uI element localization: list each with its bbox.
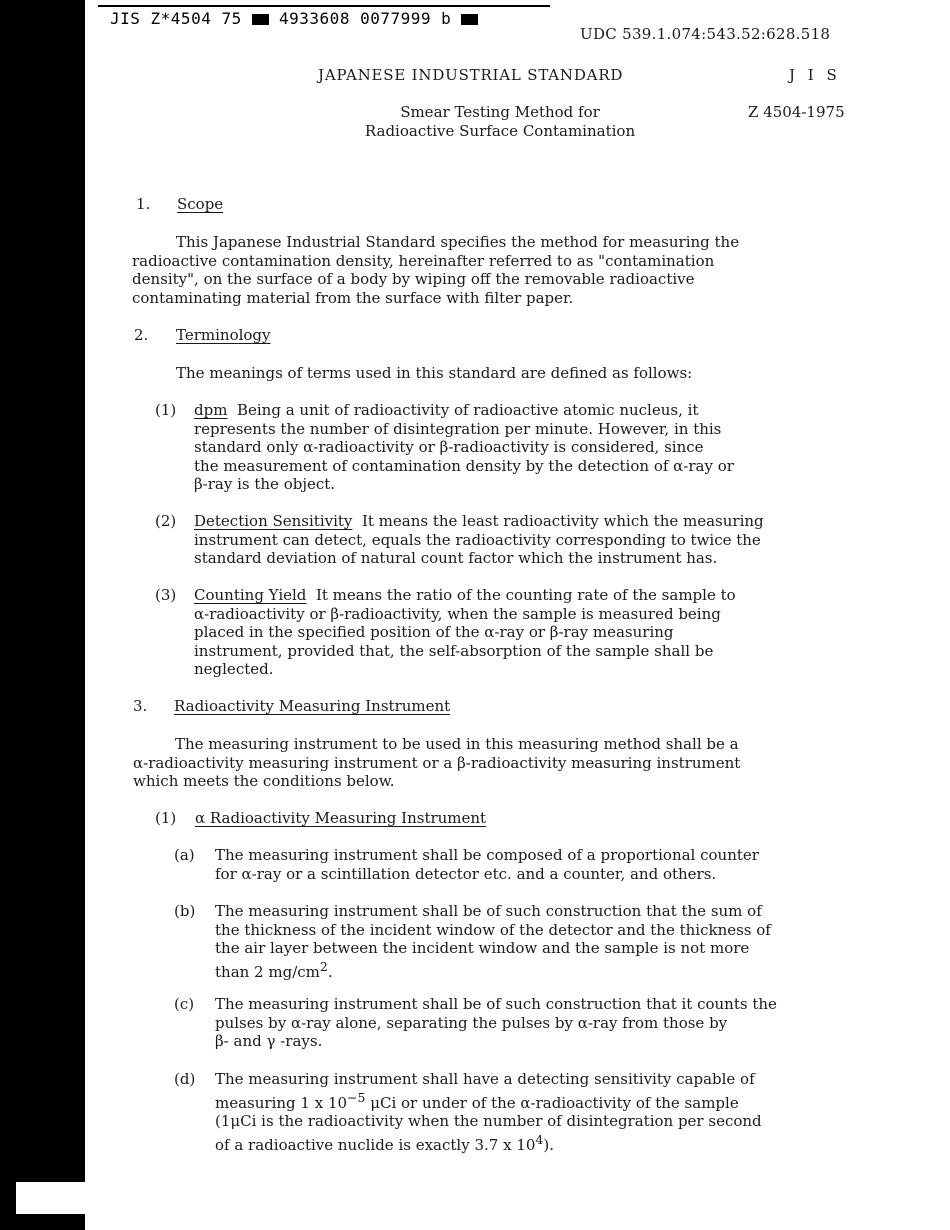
redaction-block (461, 14, 478, 25)
term-dpm: dpm Being a unit of radioactivity of radioactive atomic nucleus, it represents the number of disintegration per minute. However, in this standard only α-radioactivity or β-radioactivity is considered, since the measurement of contamination density by the detection of α-ray or β-ray is the object. (194, 401, 734, 494)
item-number: (3) (155, 586, 177, 604)
section-title-scope: Scope (177, 195, 224, 213)
section-title-instrument: Radioactivity Measuring Instrument (174, 697, 451, 715)
item-letter: (c) (174, 995, 195, 1013)
section-number: 3. (133, 697, 148, 715)
item-number: (1) (155, 809, 177, 827)
document-title: Smear Testing Method for Radioactive Surface Contamination (364, 103, 636, 140)
jis-mark: J I S (789, 66, 841, 84)
term-label: Counting Yield (194, 586, 307, 604)
section-title-terminology: Terminology (176, 326, 271, 344)
term-label: dpm (194, 401, 228, 419)
header-rule (98, 5, 550, 7)
term-label: Detection Sensitivity (194, 512, 353, 530)
section-number: 2. (134, 326, 149, 344)
term-detection-sensitivity: Detection Sensitivity It means the least radioactivity which the measuring instrument can detect, equals the radioactivity corresponding to twice the standard deviation of natural count factor which the instrument has. (194, 512, 764, 568)
condition-d: The measuring instrument shall have a detecting sensitivity capable of measuring 1 x $10^{-5}$ μCi or under of the α-radioactivity of the sample (1μCi is the radioactivity when the number of disintegration per second of a radioactive nuclide is exactly 3.7 x $10^4$). (215, 1070, 762, 1154)
udc-code: UDC 539.1.074:543.52:628.518 (580, 25, 831, 43)
instrument-paragraph: The measuring instrument to be used in this measuring method shall be a α-radioactivity measuring instrument or a β-radioactivity measuring instrument which meets the conditions below. (133, 735, 741, 791)
condition-a: The measuring instrument shall be composed of a proportional counter for α-ray or a scintillation detector etc. and a counter, and others. (215, 846, 759, 883)
term-counting-yield: Counting Yield It means the ratio of the counting rate of the sample to α-radioactivity or β-radioactivity, when the sample is measured being placed in the specified position of the α-ray or β-ray measuring instrument, provided that, the self-absorption of the sample shall be neglected. (194, 586, 736, 679)
scan-white-block (16, 1182, 86, 1214)
item-letter: (d) (174, 1070, 196, 1088)
section-number: 1. (136, 195, 151, 213)
standard-heading: JAPANESE INDUSTRIAL STANDARD (318, 66, 624, 84)
item-number: (2) (155, 512, 177, 530)
redaction-block (252, 14, 269, 25)
condition-c: The measuring instrument shall be of such construction that it counts the pulses by α-ray alone, separating the pulses by α-ray from those by β- and γ -rays. (215, 995, 777, 1051)
item-number: (1) (155, 401, 177, 419)
scope-paragraph: This Japanese Industrial Standard specifies the method for measuring the radioactive contamination density, hereinafter referred to as "contamination density", on the surface of a body by wiping off the removable radioactive contaminating material from the surface with filter paper. (132, 233, 740, 307)
item-letter: (a) (174, 846, 195, 864)
document-number: Z 4504-1975 (748, 103, 845, 121)
scan-black-edge (0, 0, 85, 1230)
item-letter: (b) (174, 902, 196, 920)
document-code-line: JIS Z*4504 75 4933608 0077999 b (110, 9, 478, 28)
subsection-title-alpha: α Radioactivity Measuring Instrument (195, 809, 487, 827)
terminology-intro: The meanings of terms used in this standard are defined as follows: (176, 364, 693, 382)
condition-b: The measuring instrument shall be of such construction that the sum of the thickness of the incident window of the detector and the thickness of the air layer between the incident window and the sample is not more than 2 $mg/cm^2$. (215, 902, 771, 981)
